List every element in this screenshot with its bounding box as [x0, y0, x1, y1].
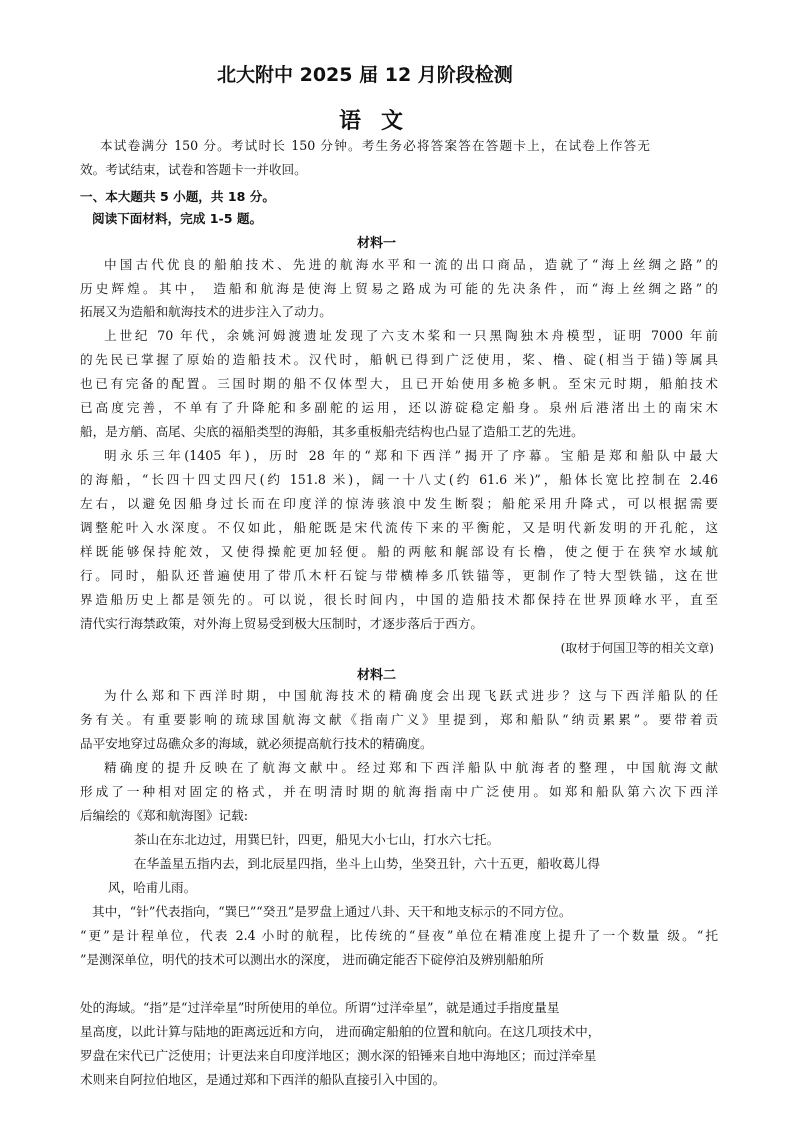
m2-line: 品平安地穿过岛礁众多的海域，就必须提高航行技术的精确度。 — [80, 736, 433, 751]
m1-line: 左右，以避免因船身过长而在印度洋的惊涛骇浪中发生断裂；船舵采用升降式，可以根据需要 — [80, 496, 718, 511]
m1-line: 明永乐三年(1405 年)，历时 28 年的“郑和下西洋”揭开了序幕。宝船是郑和船队中最大 — [104, 448, 718, 463]
quote-line: 在华盖星五指内去，到北辰星四指，坐斗上山势，坐癸丑针，六十五更，船收葛儿得 — [134, 856, 600, 871]
m2-line: 精确度的提升反映在了航海文献中。经过郑和下西洋船队中航海者的整理，中国航海文献 — [104, 760, 718, 775]
m2-continuation-line: 罗盘在宋代已广泛使用；计更法来自印度洋地区；测水深的铅锤来自地中海地区；而过洋牵星 — [80, 1048, 597, 1063]
m1-line: 船，是方艄、高尾、尖底的福船类型的海船，其多重板船壳结构也凸显了造船工艺的先进。 — [80, 424, 584, 439]
m1-line: 也已有完备的配置。三国时期的船不仅体型大，且已开始使用多桅多帆。至宋元时期，船舶技术 — [80, 376, 718, 391]
m2-line: 后编绘的《郑和航海图》记载: — [80, 808, 248, 823]
quote-line: 茶山在东北边过，用巽巳针，四更，船见大小七山，打水六七托。 — [134, 832, 500, 847]
m1-line: 中国古代优良的船舶技术、先进的航海水平和一流的出口商品，造就了“海上丝绸之路”的 — [104, 257, 718, 272]
m2-after-line: 其中，“针”代表指向，“巽巳”“癸丑”是罗盘上通过八卦、天干和地支标示的不同方位。 — [92, 904, 572, 919]
quote-line: 风，哈甫儿雨。 — [108, 880, 197, 895]
m2-after-line: “更”是计程单位，代表 2.4 小时的航程，比传统的“昼夜”单位在精准度上提升了一个数量 级。“托 — [80, 928, 718, 943]
m1-line: 调整舵叶入水深度。不仅如此，船舵既是宋代流传下来的平衡舵，又是明代新发明的开孔舵，这 — [80, 520, 718, 535]
m1-line: 的先民已掌握了原始的造船技术。汉代时，船帆已得到广泛使用，桨、橹、碇(相当于锚)等属具 — [80, 352, 718, 367]
subject-title: 语文 — [339, 109, 424, 134]
m2-continuation-line: 处的海域。“指”是“过洋牵星”时所使用的单位。所谓“过洋牵星”，就是通过手指度量星 — [80, 1000, 560, 1015]
m1-line: 已高度完善，不单有了升降舵和多副舵的运用，还以游碇稳定船身。泉州后港渚出土的南宋木 — [80, 400, 718, 415]
intro-line-2: 效。考试结束，试卷和答题卡一并收回。 — [80, 162, 307, 177]
m1-line: 样既能够保持舵效，又使得操舵更加轻便。船的两舷和艉部设有长橹，使之便于在狭窄水域航 — [80, 544, 718, 559]
m2-continuation-line: 星高度，以此计算与陆地的距离远近和方向， 进而确定船舶的位置和航向。在这几项技术中， — [80, 1024, 601, 1039]
material1-title: 材料一 — [357, 236, 397, 251]
material1-source: (取材于何国卫等的相关文章) — [560, 641, 714, 655]
m2-after-line: ”是测深单位，明代的技术可以测出水的深度， 进而确定能否下碇停泊及辨别船舶所 — [80, 952, 544, 967]
exam-title: 北大附中 2025 届 12 月阶段检测 — [217, 64, 513, 86]
m1-line: 行。同时，船队还普遍使用了带爪木杆石锭与带横棒多爪铁锚等，更制作了特大型铁锚，这在世 — [80, 568, 718, 583]
m2-line: 形成了一种相对固定的格式，并在明清时期的航海指南中广泛使用。如郑和船队第六次下西洋 — [80, 784, 718, 799]
material2-title: 材料二 — [357, 668, 397, 683]
m2-continuation-line: 术则来自阿拉伯地区，是通过郑和下西洋的船队直接引入中国的。 — [80, 1072, 446, 1087]
m1-line: 上世纪 70 年代，余姚河姆渡遗址发现了六支木桨和一只黑陶独木舟模型，证明 7000 年前 — [104, 328, 718, 343]
m1-line: 历史辉煌。其中， 造船和航海是使海上贸易之路成为可能的先决条件，而“海上丝绸之路”的 — [80, 281, 718, 296]
m1-line: 清代实行海禁政策，对外海上贸易受到极大压制时，才逐步落后于西方。 — [80, 616, 483, 631]
intro-line-1: 本试卷满分 150 分。考试时长 150 分钟。考生务必将答案答在答题卡上，在试卷上作答无 — [100, 138, 650, 153]
section-instruction: 阅读下面材料，完成 1-5 题。 — [92, 211, 263, 226]
m1-line: 的海船，“长四十四丈四尺(约 151.8 米)，阔一十八丈(约 61.6 米)”，船体长宽比控制在 2.46 — [80, 472, 718, 487]
m2-line: 为什么郑和下西洋时期，中国航海技术的精确度会出现飞跃式进步？这与下西洋船队的任 — [104, 688, 718, 703]
section-heading: 一、本大题共 5 小题，共 18 分。 — [80, 189, 275, 204]
m1-line: 拓展又为造船和航海技术的进步注入了动力。 — [80, 304, 332, 319]
m2-line: 务有关。有重要影响的琉球国航海文献《指南广义》里提到，郑和船队“纳贡累累”。要带着贡 — [80, 712, 718, 727]
m1-line: 界造船历史上都是领先的。可以说，很长时间内，中国的造船技术都保持在世界顶峰水平，直至 — [80, 592, 718, 607]
